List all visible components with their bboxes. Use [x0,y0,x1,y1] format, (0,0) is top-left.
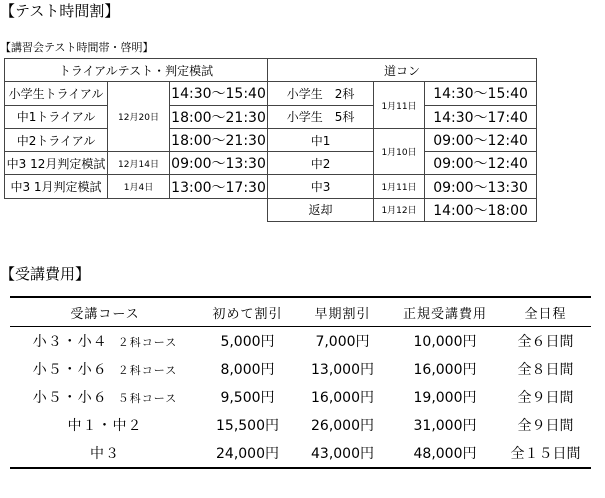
trial-test-header: トライアルテスト・判定模試 [5,59,268,82]
schedule-time: 09:00～12:40 [425,152,537,175]
schedule-label: 中3 1月判定模試 [5,175,108,198]
fees-title: 【受講費用】 [0,265,91,283]
schedule-time: 14:30～15:40 [425,82,537,105]
schedule-label: 小学生トライアル [5,82,108,105]
empty-cell [5,198,268,221]
course-name: 中１・中２ [67,418,143,434]
regular-price: 10,000円 [413,334,477,350]
schedule-time: 09:00～12:40 [425,128,537,151]
total-days: 全６日間 [517,334,574,350]
schedule-label: 中3 12月判定模試 [5,152,108,175]
early-discount-price: 16,000円 [311,390,374,406]
regular-price: 16,000円 [413,362,477,378]
schedule-label: 小学生 2科 [268,82,374,105]
schedule-date: 1月11日 [374,175,425,198]
course-cell [10,439,200,468]
early-discount-price: 26,000円 [311,418,374,434]
total-days: 全９日間 [517,418,574,434]
schedule-time: 13:00～17:30 [170,175,268,198]
regular-price: 19,000円 [413,390,477,406]
schedule-date: 1月12日 [374,198,425,221]
schedule-date: 1月4日 [108,175,170,198]
dokon-header: 道コン [268,59,537,82]
course-name: 小５・小６ [32,362,108,378]
schedule-time: 09:00～13:30 [425,175,537,198]
schedule-date: 1月10日 [374,128,425,175]
column-header: 正規受講費用 [390,297,500,327]
course-subjects: ２科コース [117,364,178,377]
table-row [10,411,591,439]
page-title: 【テスト時間割】 [0,2,120,20]
schedule-label: 中2トライアル [5,128,108,151]
schedule-time: 14:00～18:00 [425,198,537,221]
schedule-time: 18:00～21:30 [170,128,268,151]
schedule-label: 中1 [268,128,374,151]
schedule-label: 中3 [268,175,374,198]
course-cell [10,355,200,383]
course-cell [10,383,200,411]
schedule-time: 14:30～17:40 [425,105,537,128]
early-discount-price: 7,000円 [315,334,370,350]
course-name: 小３・小４ [32,334,108,350]
course-subjects: ５科コース [117,392,178,405]
column-header: 早期割引 [295,297,390,327]
schedule-caption: 【講習会テスト時間帯・啓明】 [0,41,154,54]
table-row [10,327,591,356]
schedule-date: 12月20日 [108,82,170,152]
first-discount-price: 5,000円 [220,334,275,350]
first-discount-price: 15,500円 [216,418,279,434]
schedule-time: 09:00～13:30 [170,152,268,175]
column-header: 全日程 [500,297,591,327]
table-row [10,355,591,383]
column-header: 受講コース [10,297,200,327]
schedule-label: 返却 [268,198,374,221]
total-days: 全９日間 [517,390,574,406]
course-name: 小５・小６ [32,390,108,406]
schedule-label: 中1トライアル [5,105,108,128]
schedule-date: 1月11日 [374,82,425,129]
table-row [10,439,591,468]
total-days: 全１５日間 [510,446,581,462]
course-subjects: ２科コース [117,336,178,349]
table-row [10,383,591,411]
fees-table [10,296,591,469]
schedule-label: 小学生 5科 [268,105,374,128]
course-cell [10,411,200,439]
early-discount-price: 13,000円 [311,362,374,378]
schedule-time: 18:00～21:30 [170,105,268,128]
first-discount-price: 8,000円 [220,362,275,378]
course-cell [10,327,200,356]
schedule-time: 14:30～15:40 [170,82,268,105]
first-discount-price: 24,000円 [216,446,279,462]
regular-price: 48,000円 [413,446,477,462]
first-discount-price: 9,500円 [220,390,275,406]
column-header: 初めて割引 [200,297,295,327]
course-name: 中３ [90,446,120,462]
test-schedule-table [4,58,537,222]
schedule-label: 中2 [268,152,374,175]
early-discount-price: 43,000円 [311,446,374,462]
schedule-date: 12月14日 [108,152,170,175]
regular-price: 31,000円 [413,418,477,434]
total-days: 全８日間 [517,362,574,378]
